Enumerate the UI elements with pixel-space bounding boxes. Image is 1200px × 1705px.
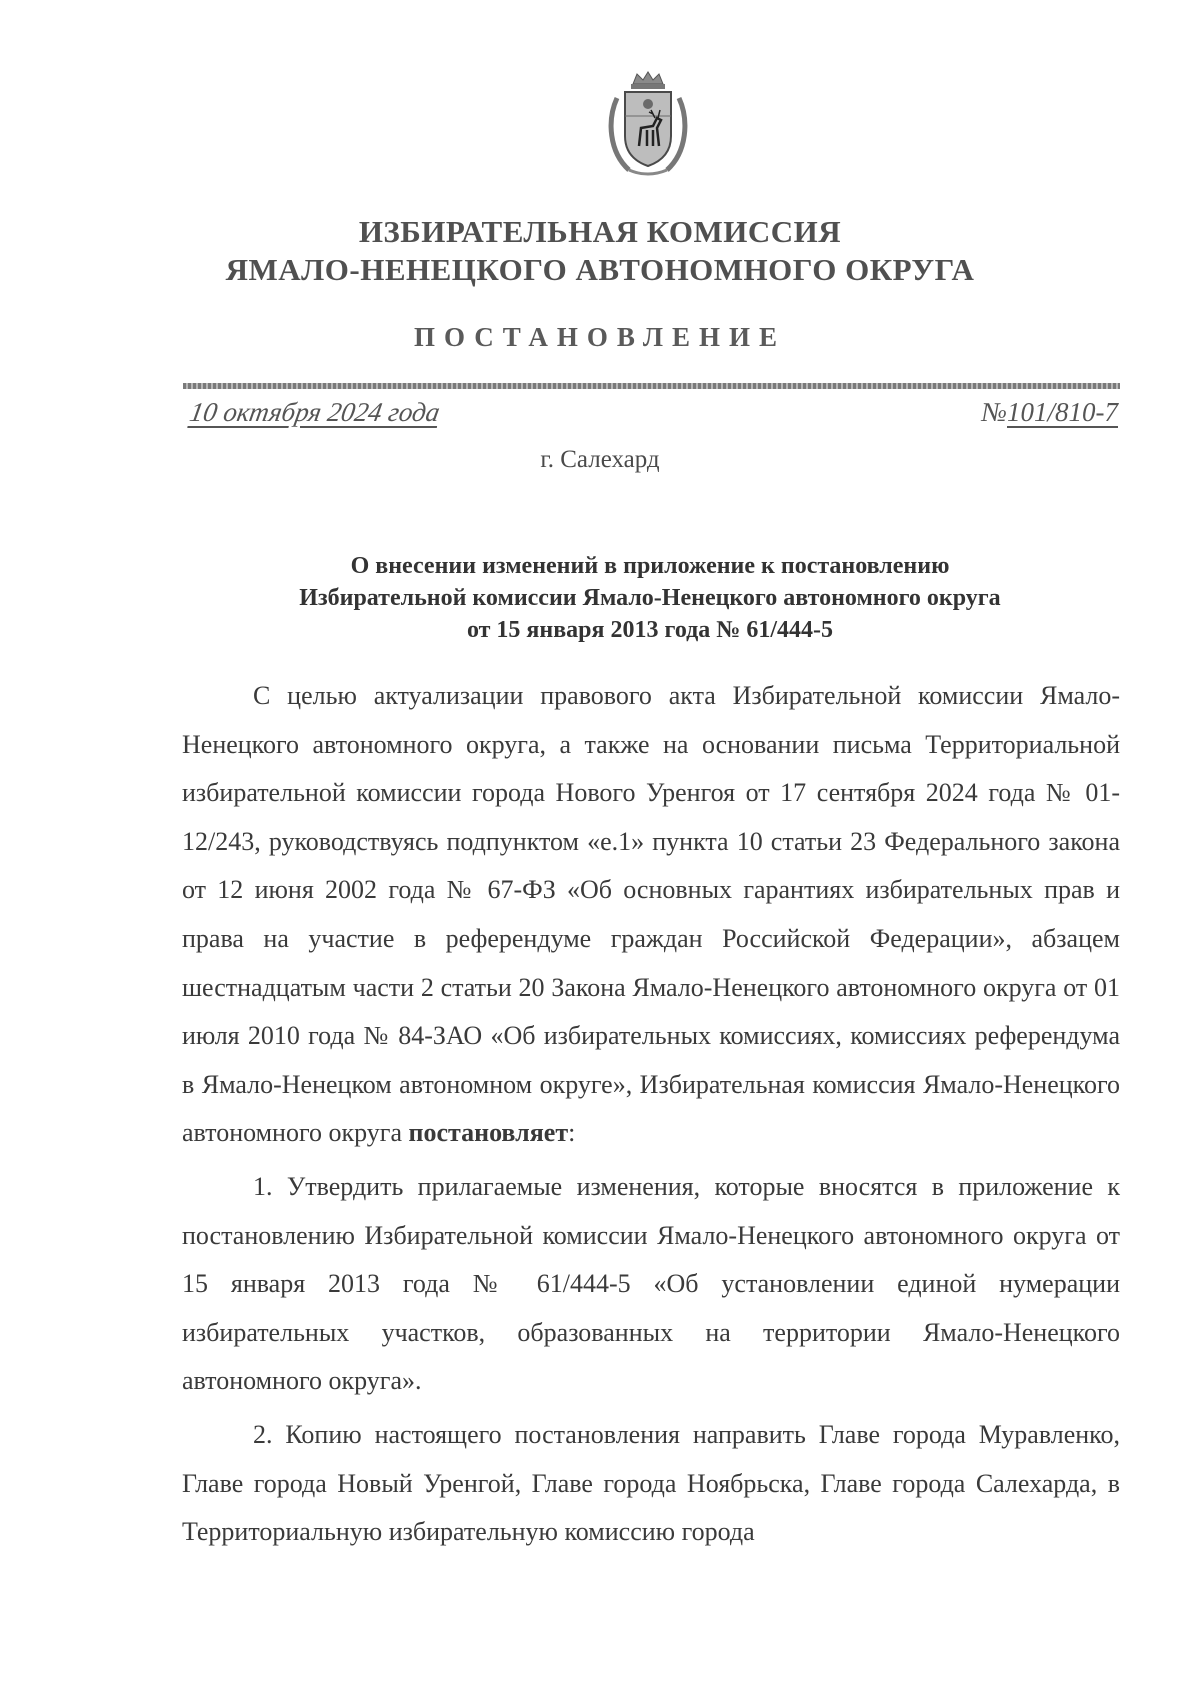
coat-of-arms-icon — [603, 70, 693, 180]
resolution-keyword: постановляет — [408, 1118, 569, 1148]
document-type: ПОСТАНОВЛЕНИЕ — [413, 322, 787, 352]
document-title-line1: О внесении изменений в приложение к постановлению — [350, 553, 950, 579]
document-number — [982, 397, 1118, 428]
document-body — [182, 672, 1120, 1557]
number-prefix: № — [981, 397, 1007, 427]
preamble-text: С целью актуализации правового акта Избирательной комиссии Ямало-Ненецкого автономного округа, а также на основании письма Территориальной избирательной комиссии города Нового Уренгоя от 17 сентября 2024 года № 01-12/243, руководствуясь подпунктом «е.1» пункта 10 статьи 23 Федерального закона от 12 июня 2002 года № 67-ФЗ «Об основных гарантиях избирательных прав и права на участие в референдуме граждан Российской Федерации», абзацем шестнадцатым части 2 статьи 20 Закона Ямало-Ненецкого автономного округа от 01 июля 2010 года № 84-ЗАО «Об избирательных комиссиях, комиссиях референдума в Ямало-Ненецком автономном округе», Избирательная комиссия Ямало-Ненецкого автономного округа — [182, 681, 1120, 1148]
paragraph-preamble — [182, 672, 1120, 1158]
organization-name-line2: ЯМАЛО-НЕНЕЦКОГО АВТОНОМНОГО ОКРУГА — [225, 252, 975, 287]
paragraph-item-1: 1. Утвердить прилагаемые изменения, которые вносятся в приложение к постановлению Избирательной комиссии Ямало-Ненецкого автономного округа от 15 января 2013 года № 61/444-5 «Об установлении единой нумерации избирательных участков, образованных на территории Ямало-Ненецкого автономного округа». — [182, 1171, 1120, 1396]
header-divider — [183, 383, 1120, 389]
organization-name-line1: ИЗБИРАТЕЛЬНАЯ КОМИССИЯ — [358, 214, 842, 249]
paragraph-item-2: 2. Копию настоящего постановления направить Главе города Муравленко, Главе города Новый Уренгой, Главе города Ноябрьска, Главе города Салехарда, в Территориальную избирательную комиссию города — [182, 1419, 1120, 1547]
document-date: 10 октября 2024 года — [187, 397, 443, 427]
number-value: 101/810-7 — [1007, 397, 1118, 427]
document-title-line2: Избирательной комиссии Ямало-Ненецкого автономного округа — [299, 585, 1001, 611]
document-title-line3: от 15 января 2013 года № 61/444-5 — [466, 617, 834, 643]
document-city: г. Салехард — [540, 446, 660, 473]
preamble-end: : — [568, 1118, 576, 1148]
